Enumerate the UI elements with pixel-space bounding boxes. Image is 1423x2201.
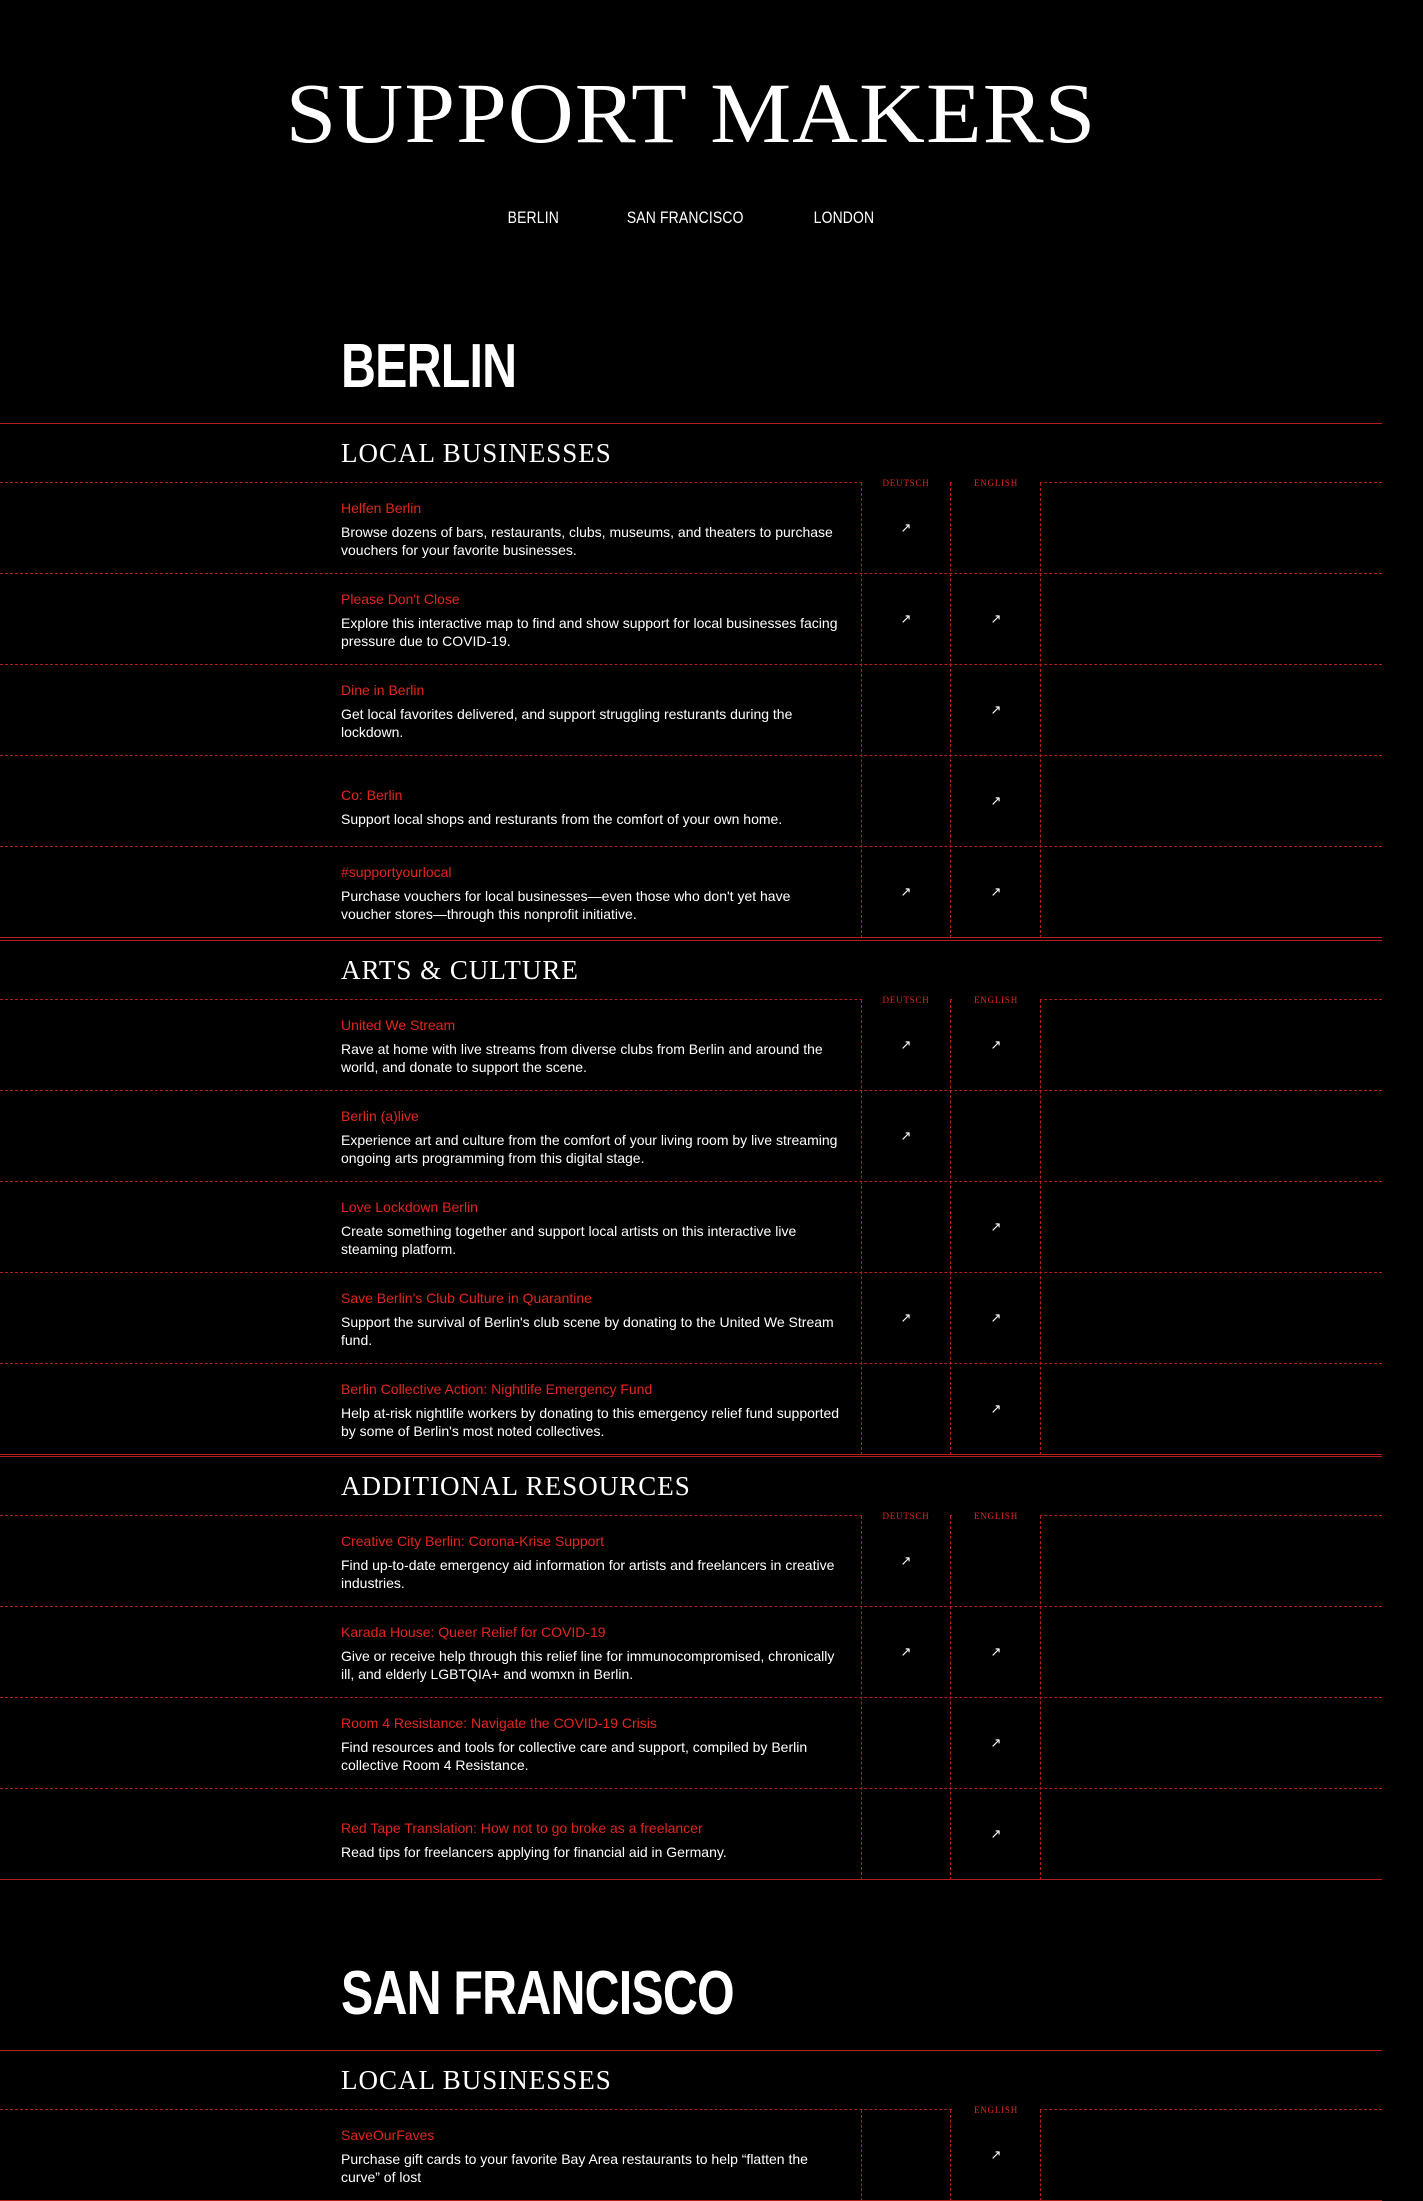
resource-description: Give or receive help through this relief line for immunocompromised, chronically ill, and elderly LGBTQIA+ and womxn in Berlin. xyxy=(341,1648,835,1682)
category-local-businesses-sf xyxy=(0,2050,1382,2201)
category-arts-culture xyxy=(0,940,1382,1455)
resource-row xyxy=(0,574,1382,665)
column-label-english: ENGLISH xyxy=(952,1511,1040,1521)
resource-row xyxy=(0,1182,1382,1273)
column-label-deutsch: DEUTSCH xyxy=(862,995,950,1005)
nav-london[interactable]: LONDON xyxy=(813,208,874,227)
arrow-up-right-icon[interactable]: ↗ xyxy=(900,1554,912,1569)
resource-description: Find up-to-date emergency aid information for artists and freelancers in creative industries. xyxy=(341,1557,835,1591)
resource-title-link[interactable]: Please Don't Close xyxy=(341,591,460,607)
resource-description: Find resources and tools for collective care and support, compiled by Berlin collective Room 4 Resistance. xyxy=(341,1739,808,1773)
resource-title-link[interactable]: SaveOurFaves xyxy=(341,2127,435,2143)
resource-row xyxy=(0,1273,1382,1364)
resource-row xyxy=(0,1607,1382,1698)
arrow-up-right-icon[interactable]: ↗ xyxy=(900,1645,912,1660)
resource-row xyxy=(0,1091,1382,1182)
resource-description: Create something together and support local artists on this interactive live steaming platform. xyxy=(341,1223,797,1257)
resource-list xyxy=(0,1516,1382,1880)
category-header xyxy=(0,940,1382,1005)
resource-description: Purchase gift cards to your favorite Bay Area restaurants to help “flatten the curve” of lost xyxy=(341,2151,808,2185)
resource-list xyxy=(0,2110,1382,2201)
arrow-up-right-icon[interactable]: ↗ xyxy=(990,2148,1002,2163)
resource-title-link[interactable]: Dine in Berlin xyxy=(341,682,425,698)
resource-list xyxy=(0,483,1382,938)
arrow-up-right-icon[interactable]: ↗ xyxy=(900,1038,912,1053)
arrow-up-right-icon[interactable]: ↗ xyxy=(990,1038,1002,1053)
category-header xyxy=(0,1456,1382,1521)
resource-row xyxy=(0,665,1382,756)
resource-description: Rave at home with live streams from diverse clubs from Berlin and around the world, and donate to support the scene. xyxy=(341,1041,823,1075)
resource-title-link[interactable]: Creative City Berlin: Corona-Krise Support xyxy=(341,1533,604,1549)
category-header xyxy=(0,423,1382,488)
arrow-up-right-icon[interactable]: ↗ xyxy=(990,1311,1002,1326)
resource-description: Browse dozens of bars, restaurants, clubs, museums, and theaters to purchase vouchers for your favorite businesses. xyxy=(341,524,833,558)
arrow-up-right-icon[interactable]: ↗ xyxy=(990,1827,1002,1842)
site-title: SUPPORT MAKERS xyxy=(285,65,1097,161)
resource-title-link[interactable]: United We Stream xyxy=(341,1017,456,1033)
column-label-deutsch: DEUTSCH xyxy=(862,1511,950,1521)
resource-description: Get local favorites delivered, and support struggling resturants during the lockdown. xyxy=(341,706,793,740)
column-label-deutsch: DEUTSCH xyxy=(862,478,950,488)
resource-title-link[interactable]: Berlin (a)live xyxy=(341,1108,419,1124)
arrow-up-right-icon[interactable]: ↗ xyxy=(900,885,912,900)
arrow-up-right-icon[interactable]: ↗ xyxy=(990,1402,1002,1417)
category-additional-resources xyxy=(0,1456,1382,1880)
arrow-up-right-icon[interactable]: ↗ xyxy=(990,885,1002,900)
resource-title-link[interactable]: Helfen Berlin xyxy=(341,500,422,516)
resource-title-link[interactable]: Berlin Collective Action: Nightlife Emergency Fund xyxy=(341,1381,653,1397)
resource-row xyxy=(0,1516,1382,1607)
arrow-up-right-icon[interactable]: ↗ xyxy=(900,1311,912,1326)
resource-row xyxy=(0,756,1382,847)
arrow-up-right-icon[interactable]: ↗ xyxy=(990,612,1002,627)
resource-row xyxy=(0,847,1382,938)
resource-title-link[interactable]: Karada House: Queer Relief for COVID-19 xyxy=(341,1624,606,1640)
arrow-up-right-icon[interactable]: ↗ xyxy=(990,1220,1002,1235)
arrow-up-right-icon[interactable]: ↗ xyxy=(900,521,912,536)
column-label-english: ENGLISH xyxy=(952,478,1040,488)
resource-description: Experience art and culture from the comfort of your living room by live streaming ongoing arts programming from this digital stage. xyxy=(341,1132,838,1166)
resource-title-link[interactable]: Co: Berlin xyxy=(341,787,403,803)
resource-row xyxy=(0,1789,1382,1880)
city-heading-san-francisco: SAN FRANCISCO xyxy=(341,1959,734,2028)
category-title: LOCAL BUSINESSES xyxy=(341,2065,612,2095)
resource-row xyxy=(0,1000,1382,1091)
arrow-up-right-icon[interactable]: ↗ xyxy=(990,794,1002,809)
resource-description: Explore this interactive map to find and show support for local businesses facing pressure due to COVID-19. xyxy=(341,615,838,649)
column-label-english: ENGLISH xyxy=(952,995,1040,1005)
resource-title-link[interactable]: Red Tape Translation: How not to go broke as a freelancer xyxy=(341,1820,703,1836)
resource-row xyxy=(0,1698,1382,1789)
category-title: ADDITIONAL RESOURCES xyxy=(341,1471,691,1501)
city-nav xyxy=(0,208,1382,228)
nav-berlin[interactable]: BERLIN xyxy=(507,208,559,227)
resource-row xyxy=(0,1364,1382,1455)
arrow-up-right-icon[interactable]: ↗ xyxy=(990,1736,1002,1751)
arrow-up-right-icon[interactable]: ↗ xyxy=(990,1645,1002,1660)
city-heading-berlin: BERLIN xyxy=(341,332,517,401)
category-local-businesses xyxy=(0,423,1382,938)
column-label-english: ENGLISH xyxy=(952,2105,1040,2115)
resource-description: Help at-risk nightlife workers by donating to this emergency relief fund supported by some of Berlin's most noted collectives. xyxy=(341,1405,840,1439)
resource-description: Purchase vouchers for local businesses—even those who don't yet have voucher stores—through this nonprofit initiative. xyxy=(341,888,791,922)
resource-description: Support local shops and resturants from the comfort of your own home. xyxy=(341,811,783,827)
category-header xyxy=(0,2050,1382,2115)
resource-title-link[interactable]: Save Berlin's Club Culture in Quarantine xyxy=(341,1290,592,1306)
resource-list xyxy=(0,1000,1382,1455)
resource-description: Support the survival of Berlin's club scene by donating to the United We Stream fund. xyxy=(341,1314,834,1348)
resource-title-link[interactable]: #supportyourlocal xyxy=(341,864,452,880)
category-title: LOCAL BUSINESSES xyxy=(341,438,612,468)
resource-row xyxy=(0,2110,1382,2201)
nav-san-francisco[interactable]: SAN FRANCISCO xyxy=(626,208,744,227)
resource-title-link[interactable]: Love Lockdown Berlin xyxy=(341,1199,478,1215)
resource-title-link[interactable]: Room 4 Resistance: Navigate the COVID-19 Crisis xyxy=(341,1715,657,1731)
arrow-up-right-icon[interactable]: ↗ xyxy=(900,612,912,627)
arrow-up-right-icon[interactable]: ↗ xyxy=(990,703,1002,718)
category-title: ARTS & CULTURE xyxy=(341,955,579,985)
resource-description: Read tips for freelancers applying for financial aid in Germany. xyxy=(341,1844,727,1860)
resource-row xyxy=(0,483,1382,574)
arrow-up-right-icon[interactable]: ↗ xyxy=(900,1129,912,1144)
